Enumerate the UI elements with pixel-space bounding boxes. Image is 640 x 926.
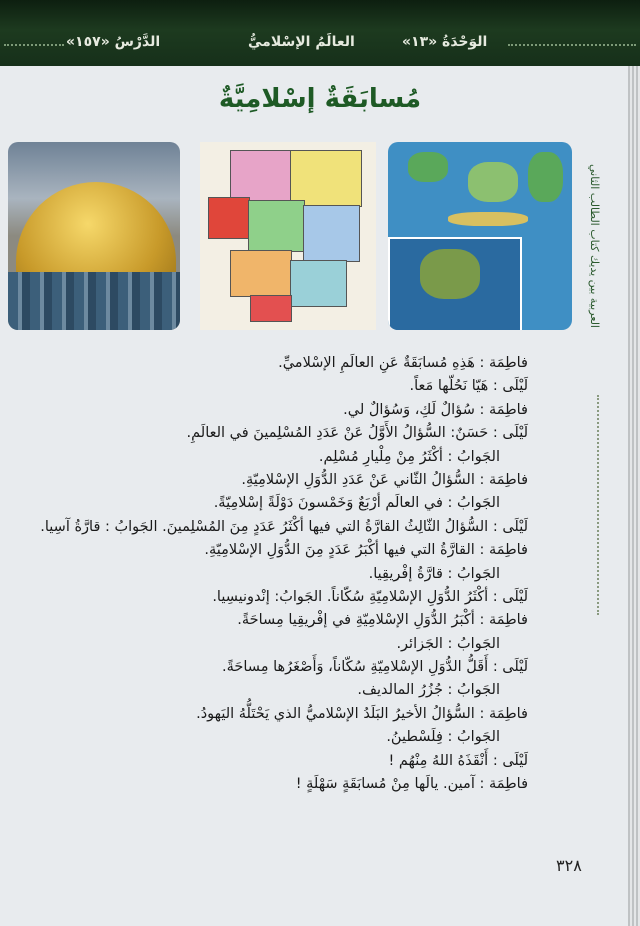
dialogue-line: فاطِمَة : آمين. يالَها مِنْ مُسابَقَةٍ سَهْلَةٍ ! [295,776,528,793]
dialogue-line: لَيْلَى : أكْثَرُ الدُّوَلِ الإسْلامِيّةِ سُكّاناً. الجَوابُ: إنْدونيسِيا. [212,588,528,605]
dialogue-line: فاطِمَة : هَذِهِ مُسابَقَةٌ عَنِ العالَمِ الإسْلاميِّ. [278,355,528,371]
dialogue-line: فاطِمَة : السُّؤالُ الثّاني عَنْ عَدَدِ الدُّوَلِ الإسْلامِيّةِ. [241,471,528,488]
header-divider [508,44,636,46]
page-header [0,0,640,66]
dialogue-answer: الجَوابُ : جُزُرُ المالديف. [357,682,500,699]
side-divider [597,395,599,615]
book-volume-title: كتاب الطالب الثاني [588,164,601,252]
dialogue-line: فاطِمَة : القارَّةُ التي فيها أكْبَرُ عَدَدٍ مِنَ الدُّوَلِ الإسْلامِيّةِ. [204,542,528,559]
header-divider [4,44,64,46]
indonesia-map-image [388,142,572,330]
dialogue-line: لَيْلَى : هَيّا نَحُلّها مَعاً. [409,378,528,395]
dome-of-the-rock-image [8,142,180,330]
dialogue-answer: الجَوابُ : قارَّةُ إفْريقِيا. [368,565,500,582]
header-unit: الوَحْدَةُ «١٣» [402,34,488,50]
dialogue-line: فاطِمَة : أكْبَرُ الدُّوَلِ الإسْلامِيّةِ في إفْريقِيا مِساحَةً. [237,612,528,629]
dialogue-answer: الجَوابُ : فِلَسْطينُ. [386,729,500,746]
book-side-label [588,150,601,328]
dialogue-line: لَيْلَى : السُّؤالُ الثّالِثُ القارَّةُ التي فيها أكْثَرُ عَدَدٍ مِنَ المُسْلِمينَ. الجَوابُ : قارَّةُ آسِيا. [40,518,528,535]
header-lesson: الدَّرْسُ «١٥٧» [66,34,161,50]
dialogue [40,352,528,796]
header-theme: العالَمُ الإسْلاميُّ [248,34,355,50]
dialogue-answer: الجَوابُ : الجَزائر. [396,635,500,652]
dialogue-answer: الجَوابُ : أكْثَرُ مِنْ مِلْيارِ مُسْلِم. [318,448,500,465]
book-series-title: العربية بين يديك [588,255,601,328]
dialogue-line: لَيْلَى : حَسَنٌ: السُّؤالُ الأَوَّلُ عَنْ عَدَدِ المُسْلِمينَ في العالَمِ. [186,425,528,442]
book-spine [628,66,640,926]
dialogue-line: فاطِمَة : السُّؤالُ الأخيرُ البَلَدُ الإسْلاميُّ الذي يَحْتَلُّهُ اليَهودُ. [196,705,528,722]
dialogue-answer: الجَوابُ : في العالَم أرْبَعٌ وَخَمْسونَ دَوْلَةً إسْلامِيّةً. [213,495,500,512]
sudan-map-image [200,142,376,330]
dialogue-line: لَيْلَى : أَقَلُّ الدُّوَلِ الإسْلامِيّةِ سُكّاناً، وَأَصْغَرُها مِساحَةً. [222,659,528,676]
dialogue-line: لَيْلَى : أَنْقَذَهُ اللهُ مِنْهُم ! [388,752,528,769]
dialogue-line: فاطِمَة : سُؤالٌ لَكِ، وَسُؤالٌ لي. [343,401,528,418]
page-number: ٣٢٨ [556,856,582,875]
page-title: مُسابَقَةٌ إسْلامِيَّةٌ [218,84,422,114]
